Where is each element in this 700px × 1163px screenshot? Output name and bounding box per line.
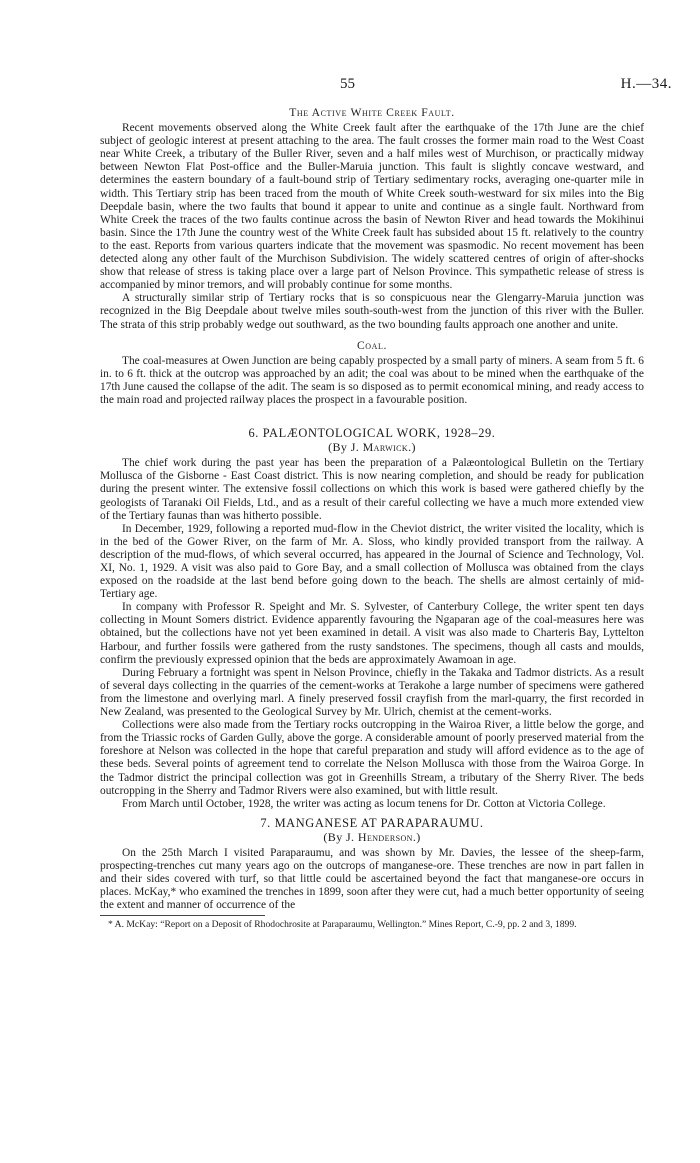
byline-prefix: (By J.	[328, 440, 363, 455]
footnote-divider	[100, 915, 265, 916]
page-header	[72, 76, 672, 96]
document-reference: H.—34.	[620, 76, 672, 92]
byline-suffix: .)	[412, 829, 421, 844]
author-name: Marwick	[362, 440, 409, 455]
paragraph: The coal-measures at Owen Junction are being capably prospected by a small party of miners. A seam from 5 ft. 6 in. to 6 ft. thick at the outcrop was approached by an adit; the coal was about to be mined when the earthquake of the 17th June caused the collapse of the adit. The seam is so disposed as to permit economical mining, and ready access to the main road and projected railway places the prospect in a favourable position.	[100, 354, 644, 406]
paragraph: The chief work during the past year has been the preparation of a Palæontological Bulletin on the Tertiary Mollusca of the Gisborne - East Coast district. This is now nearing completion, and should be ready for publication during the present winter. The extensive fossil collections on which this work is based were gathered chiefly by the geologists of Taranaki Oil Fields, Ltd., and as a result of their careful collecting we have a much more extended view of the Tertiary faunas than was hitherto possible.	[100, 457, 644, 522]
footnote	[100, 919, 644, 930]
author-name: Henderson	[357, 829, 413, 844]
paragraph: On the 25th March I visited Paraparaumu, and was shown by Mr. Davies, the lessee of the sheep-farm, prospecting-trenches cut many years ago on the outcrops of manganese-ore. These trenches are now in part fallen in and their sides covered with turf, so that little could be ascertained beyond the fact that manganese-ore occurs in places. McKay,* who examined the trenches in 1899, soon after they were cut, had a much better opportunity of seeing the extent and manner of occurrence of the	[100, 846, 644, 912]
byline-henderson	[100, 831, 644, 844]
paragraph: During February a fortnight was spent in Nelson Province, chiefly in the Takaka and Tadmor districts. As a result of several days collecting in the quarries of the cement-works at Terakohe a large number of specimens were gathered from the limestone and overlying marl. A finely preserved fossil crayfish from the marl-quarry, the first recorded in New Zealand, was presented to the Geological Survey by Mr. Ulrich, chemist at the cement-works.	[100, 666, 644, 719]
page-body	[100, 104, 644, 931]
paragraph: Recent movements observed along the White Creek fault after the earthquake of the 17th June are the chief subject of geologic interest at present attaching to the area. The fault crosses the former main road to the West Coast near White Creek, a tributary of the Buller River, seven and a half miles west of Murchison, or practically midway between Newton Flat Post-office and the Buller-Maruia junction. This fault is slightly concave westward, and determines the eastern boundary of a fault-bound strip of Tertiary sedimentary rocks, averaging one-quarter mile in width. This Tertiary strip has been traced from the mouth of White Creek south-westward for six miles into the Big Deepdale basin, where the two faults that bound it appear to unite and continue as a single fault. Northward from White Creek the traces of the two faults continue across the basin of Newton River and head towards the Mokihinui basin. Since the 17th June the country west of the White Creek fault has subsided about 15 ft. relatively to the country to the east. Reports from various quarters indicate that the movement was spasmodic. No recent movement has been detected along any other fault of the Murchison Subdivision. The widely scattered centres of origin of after-shocks show that release of stress is taking place over a large part of Nelson Province. This sympathetic release of stress is accompanied by minor tremors, and will probably continue for some months.	[100, 122, 644, 292]
paragraph: In company with Professor R. Speight and Mr. S. Sylvester, of Canterbury College, the writer spent ten days collecting in Mount Somers district. Evidence apparently favouring the Ngaparan age of the coal-measures here was obtained, but the collections have not yet been examined in detail. A visit was also made to Charteris Bay, Lyttelton Harbour, and further fossils were gathered from the rusty sandstones. The specimens, though all casts and moulds, confirm the previously expressed opinion that the beds are approximately Awamoan in age.	[100, 601, 644, 666]
footnote-text: * A. McKay: “Report on a Deposit of Rhodochrosite at Paraparaumu, Wellington.” Mines Report, C.-9, pp. 2 and 3, 1899.	[108, 919, 577, 931]
byline-marwick	[100, 441, 644, 454]
section-title-manganese: 7. MANGANESE AT PARAPARAUMU.	[260, 815, 484, 830]
paragraph: Collections were also made from the Tertiary rocks outcropping in the Wairoa River, a little below the gorge, and from the Triassic rocks of Garden Gully, above the gorge. A considerable amount of poorly preserved material from the foreshore at Nelson was collected in the hope that careful preparation and study will afford evidence as to the age of these beds. Several points of agreement tend to correlate the Nelson Mollusca with those from the Wairoa Gorge. In the Tadmor district the principal collection was got in Greenhills Stream, a tributary of the Sherry River. The beds outcropping in the Sherry and Tadmor Rivers were also examined, but with little result.	[100, 719, 644, 797]
paragraph: In December, 1929, following a reported mud-flow in the Cheviot district, the writer visited the locality, which is in the bed of the Gower River, on the farm of Mr. A. Sloss, who kindly provided transport from the railway. A description of the mud-flows, of which several occurred, has appeared in the Journal of Science and Technology, Vol. XI, No. 1, 1929. A visit was also paid to Gore Bay, and a small collection of Mollusca was obtained from the clays exposed on the roadside at the last bend before going down to the beach. The shells are almost certainly of mid-Tertiary age.	[100, 522, 644, 601]
section-heading-coal: Coal.	[356, 338, 388, 352]
byline-suffix: .)	[408, 440, 416, 455]
byline-prefix: (By J.	[323, 829, 358, 844]
paragraph: A structurally similar strip of Tertiary rocks that is so conspicuous near the Glengarry-Maruia junction was recognized in the Big Deepdale about twelve miles south-south-west from the junction of this river with the Buller. The strata of this strip probably wedge out southward, as the two bounding faults approach one another and unite.	[100, 292, 644, 331]
page-number: 55	[340, 76, 355, 92]
paragraph: From March until October, 1928, the writer was acting as locum tenens for Dr. Cotton at Victoria College.	[122, 797, 606, 810]
section-heading-fault: The Active White Creek Fault.	[289, 106, 455, 119]
section-title-palaeontological: 6. PALÆONTOLOGICAL WORK, 1928–29.	[248, 426, 496, 441]
